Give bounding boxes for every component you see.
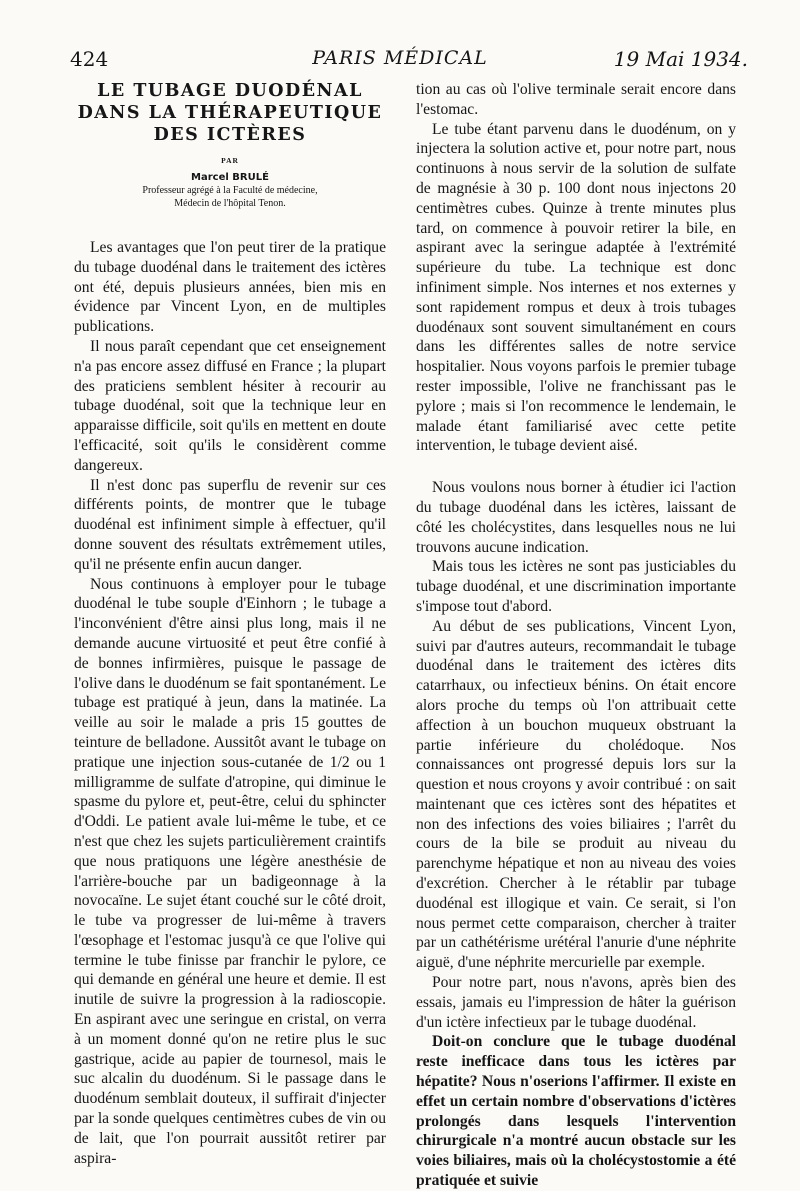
paragraph-continued: tion au cas où l'olive terminale serait encore dans l'estomac. — [416, 81, 736, 118]
paragraph: Il n'est donc pas superflu de revenir sur ces différents points, de montrer que le tubage duodénal est infiniment simple à effectuer, qu'il donne souvent des résultats extrêmement utiles, qu'il ne présente enfin aucun danger. — [74, 476, 386, 573]
running-header — [0, 47, 800, 77]
title-line: LE TUBAGE DUODÉNAL — [97, 81, 363, 101]
affiliation-line: Professeur agrégé à la Faculté de médecine, — [142, 185, 318, 196]
byline-par: PAR — [221, 156, 239, 165]
right-column — [416, 80, 736, 1191]
affiliation-line: Médecin de l'hôpital Tenon. — [174, 198, 286, 209]
article-title — [74, 80, 386, 146]
title-line: DES ICTÈRES — [153, 125, 307, 145]
title-line: DANS LA THÉRAPEUTIQUE — [77, 103, 383, 123]
journal-title: PARIS MÉDICAL — [312, 47, 488, 69]
issue-date: 19 Mai 1934. — [613, 47, 748, 71]
paragraph: Nous continuons à employer pour le tubage duodénal le tube souple d'Einhorn ; le tubage a l'inconvénient d'être ainsi plus long, mais il ne demande aucune virtuosité et peut être confié à de bonnes infirmières, puisque le passage de l'olive dans le duodénum se fait spontanément. Le tubage est pratiqué à jeun, dans la matinée. La veille au soir le malade a pris 15 gouttes de teinture de belladone. Aussitôt avant le tubage on pratique une injection sous-cutanée de 1/2 ou 1 milligramme de sulfate d'atropine, qui diminue le spasme du pylore et, peut-être, celui du sphincter d'Oddi. Le patient avale lui-même le tube, et ce n'est que chez les sujets particulièrement craintifs que nous pratiquons une légère anesthésie de l'arrière-bouche par un badigeonnage à la novocaïne. Le sujet étant couché sur le côté droit, le tube va progresser de lui-même à travers l'œsophage et l'estomac jusqu'à ce que l'olive qui termine le tube finisse par franchir le pylore, ce qui demande en général une heure et demie. Il est inutile de suivre la progression à la radioscopie. En aspirant avec une seringue en cristal, on verra à un moment donné qu'on ne retire plus le suc gastrique, acide au papier de tournesol, mais le suc alcalin du duodénum. Si le passage dans le duodénum semblait douteux, il suffirait d'injecter par la sonde quelques centimètres cubes de vin ou de lait, que l'on pourrait aussitôt retirer par aspira- — [74, 575, 387, 1167]
left-column — [74, 80, 386, 1168]
paragraph: Mais tous les ictères ne sont pas justiciables du tubage duodénal, et une discrimination importante s'impose tout d'abord. — [416, 558, 736, 615]
paragraph: Au début de ses publications, Vincent Lyon, suivi par d'autres auteurs, recommandait le tubage duodénal dans le traitement des ictères dits catarrhaux, ou infectieux bénins. On était encore alors proche du temps où l'on attribuait cette affection à un bouchon muqueux obstruant la partie inférieure du cholédoque. Nos connaissances ont progressé depuis lors sur la question et nous croyons y avoir contribué : on sait maintenant que ces ictères sont des hépatites et non des infections des voies biliaires ; l'arrêt du cours de la bile se produit au niveau du parenchyme hépatique et non au niveau des voies d'excrétion. Chercher à le rétablir par tubage duodénal est illogique et vain. Ce serait, si l'on nous permet cette comparaison, chercher à traiter par un cathétérisme urétéral l'anurie d'une néphrite aiguë, d'une néphrite mercurielle par exemple. — [416, 617, 736, 972]
paragraph: Il nous paraît cependant que cet enseignement n'a pas encore assez diffusé en France ; la plupart des praticiens semblent hésiter à recourir au tubage duodénal, soit que la technique leur en apparaisse difficile, soit qu'ils en mettent en doute l'efficacité, soit qu'ils le considèrent comme dangereux. — [74, 337, 386, 474]
paragraph: Pour notre part, nous n'avons, après bien des essais, jamais eu l'impression de hâter la guérison d'un ictère infectieux par le tubage duodénal. — [416, 974, 736, 1031]
left-body — [74, 238, 386, 1168]
paragraph: Doit-on conclure que le tubage duodénal reste inefficace dans tous les ictères par hépatite? Nous n'oserions l'affirmer. Il existe en effet un certain nombre d'observations d'ictères prolongés dans lesquels l'intervention chirurgicale n'a montré aucun obstacle sur les voies biliaires, mais où la cholécystostomie a été pratiquée et suivie — [416, 1033, 736, 1190]
paragraph: Le tube étant parvenu dans le duodénum, on y injectera la solution active et, pour notre part, nous continuons à nous servir de la solution de sulfate de magnésie à 30 p. 100 dont nous injectons 20 centimètres cubes. Quinze à trente minutes plus tard, on commence à pouvoir retirer la bile, en aspirant avec la seringue adaptée à l'extrémité supérieure du tube. La technique est donc infiniment simple. Nos internes et nos externes y sont rapidement rompus et deux à trois tubages duodénaux sont souvent simultanément en cours dans les différentes salles de notre service hospitalier. Nous voyons parfois le premier tubage rester impossible, l'olive ne franchissant pas le pylore ; mais si l'on recommence le lendemain, le malade étant familiarisé avec cette petite intervention, le tubage devient aisé. — [416, 120, 736, 455]
paragraph: Les avantages que l'on peut tirer de la pratique du tubage duodénal dans le traitement des ictères ont été, depuis plusieurs années, bien mis en évidence par Vincent Lyon, en de multiples publications. — [74, 239, 386, 336]
author-name: Marcel BRULÉ — [191, 172, 269, 183]
paragraph: Nous voulons nous borner à étudier ici l'action du tubage duodénal dans les ictères, laissant de côté les cholécystites, dans lesquelles nous ne lui trouvons aucune indication. — [416, 479, 736, 556]
author-affiliation — [74, 184, 386, 210]
page-number: 424 — [70, 47, 109, 71]
